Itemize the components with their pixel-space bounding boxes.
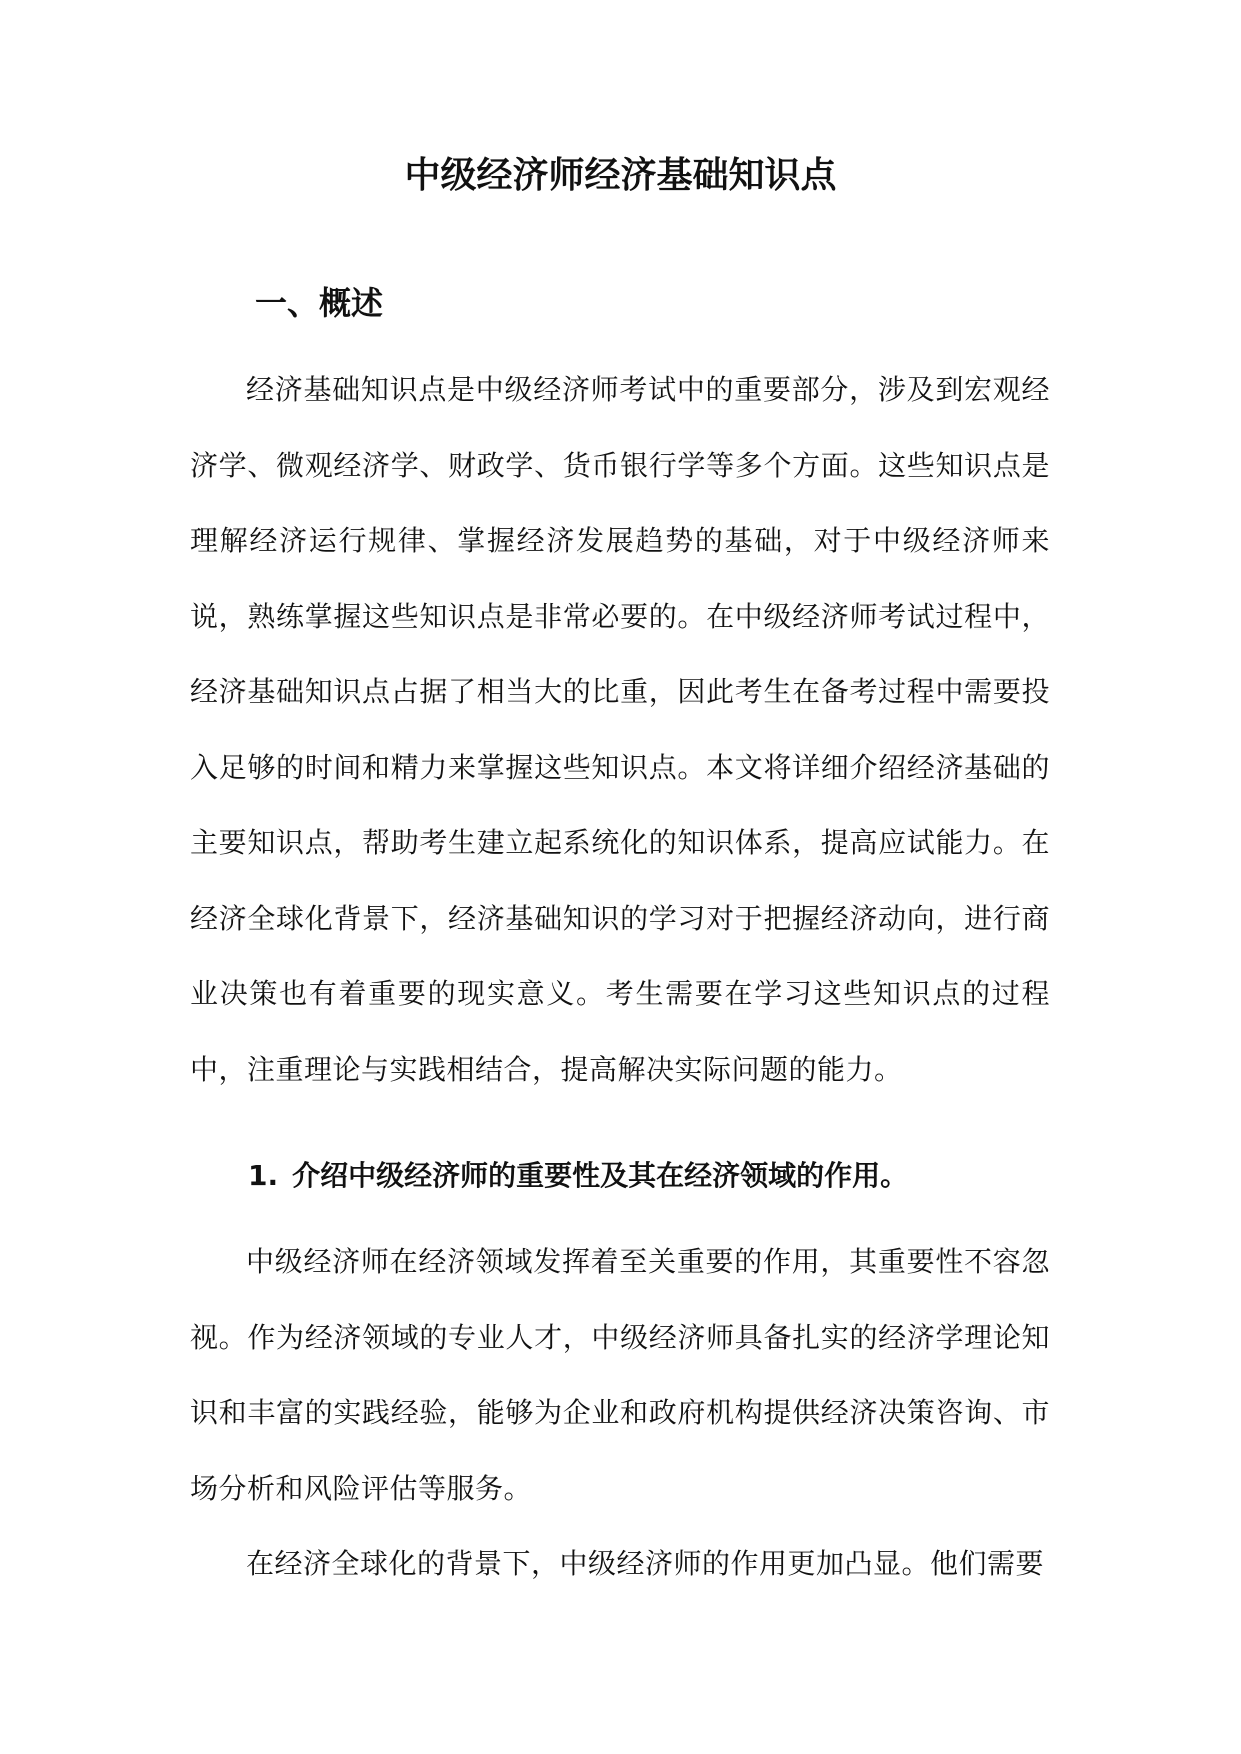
subsection-number: 1. bbox=[248, 1159, 279, 1192]
subsection-heading bbox=[248, 1154, 908, 1198]
section-heading-overview: 一、概述 bbox=[255, 284, 384, 322]
subsection-paragraph: 在经济全球化的背景下，中级经济师的作用更加凸显。他们需要 bbox=[246, 1547, 1045, 1580]
document-title: 中级经济师经济基础知识点 bbox=[404, 155, 837, 196]
subsection-paragraph: 中级经济师在经济领域发挥着至关重要的作用，其重要性不容忽视。作为经济领域的专业人才，中级经济师具备扎实的经济学理论知识和丰富的实践经验，能够为企业和政府机构提供经济决策咨询、市场分析和风险评估等服务。 bbox=[190, 1245, 1050, 1505]
overview-paragraph: 经济基础知识点是中级经济师考试中的重要部分，涉及到宏观经济学、微观经济学、财政学、货币银行学等多个方面。这些知识点是理解经济运行规律、掌握经济发展趋势的基础，对于中级经济师来说，熟练掌握这些知识点是非常必要的。在中级经济师考试过程中，经济基础知识点占据了相当大的比重，因此考生在备考过程中需要投入足够的时间和精力来掌握这些知识点。本文将详细介绍经济基础的主要知识点，帮助考生建立起系统化的知识体系，提高应试能力。在经济全球化背景下，经济基础知识的学习对于把握经济动向，进行商业决策也有着重要的现实意义。考生需要在学习这些知识点的过程中，注重理论与实践相结合，提高解决实际问题的能力。 bbox=[190, 373, 1050, 1086]
subsection-title: 介绍中级经济师的重要性及其在经济领域的作用。 bbox=[292, 1159, 909, 1192]
